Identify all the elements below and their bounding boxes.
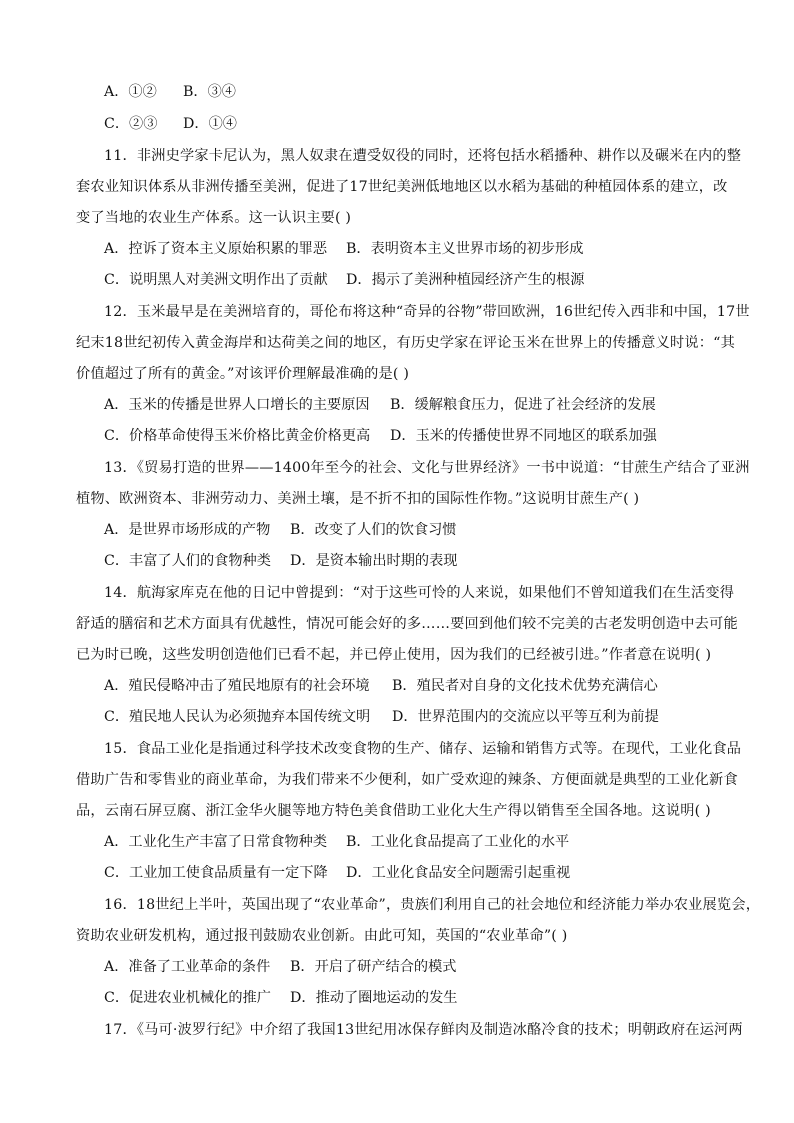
q10-option-b: B．③④ <box>183 84 236 100</box>
q14-option-a: A．殖民侵略冲击了殖民地原有的社会环境 <box>104 678 370 694</box>
q14-stem-line-3: 已为时已晚，这些发明创造他们已看不起，并已停止使用，因为我们的已经被引进。”作者意在说明( ) <box>76 647 712 663</box>
q14-option-d: D．世界范围内的交流应以平等互利为前提 <box>392 709 659 725</box>
q17-stem-line-1: 17．《马可·波罗行纪》中介绍了我国13世纪用冰保存鲜肉及制造冰酪冷食的技术；明朝政府在运河两 <box>104 1022 743 1038</box>
q15-option-a: A．工业化生产丰富了日常食物种类 <box>104 834 328 850</box>
q16-option-a: A．准备了工业革命的条件 <box>104 959 271 975</box>
q12-stem-line-1: 12．玉米最早是在美洲培育的，哥伦布将这种“奇异的谷物”带回欧洲，16世纪传入西非和中国，17世 <box>104 304 750 320</box>
q13-option-d: D．是资本输出时期的表现 <box>290 553 458 569</box>
q16-option-c: C．促进农业机械化的推广 <box>104 990 271 1006</box>
q11-stem-line-2: 套农业知识体系从非洲传播至美洲，促进了17世纪美洲低地地区以水稻为基础的种植园体系的建立，改 <box>76 179 728 195</box>
q16-stem-line-1: 16．18世纪上半叶，英国出现了“农业革命”，贵族们利用自己的社会地位和经济能力举办农业展览会， <box>104 897 761 913</box>
q10-option-d: D．①④ <box>183 116 237 132</box>
q15-stem-line-3: 品，云南石屏豆腐、浙江金华火腿等地方特色美食借助工业化大生产得以销售至全国各地。这说明( ) <box>76 803 711 819</box>
q15-stem-line-1: 15．食品工业化是指通过科学技术改变食物的生产、储存、运输和销售方式等。在现代，工业化食品 <box>104 741 742 757</box>
q15-option-d: D．工业化食品安全问题需引起重视 <box>346 865 571 881</box>
q14-option-b: B．殖民者对自身的文化技术优势充满信心 <box>392 678 658 694</box>
q11-option-c: C．说明黑人对美洲文明作出了贡献 <box>104 272 328 288</box>
q14-option-c: C．殖民地人民认为必须抛弃本国传统文明 <box>104 709 371 725</box>
q11-option-d: D．揭示了美洲种植园经济产生的根源 <box>346 272 585 288</box>
q11-stem-line-1: 11．非洲史学家卡尼认为，黑人奴隶在遭受奴役的同时，还将包括水稻播种、耕作以及碾米在内的整 <box>104 148 742 164</box>
q15-option-b: B．工业化食品提高了工业化的水平 <box>346 834 570 850</box>
q12-stem-line-2: 纪末18世纪初传入黄金海岸和达荷美之间的地区，有历史学家在评论玉米在世界上的传播意义时说：“其 <box>76 335 735 351</box>
q12-stem-line-3: 价值超过了所有的黄金。”对该评价理解最准确的是( ) <box>76 366 410 382</box>
q12-option-d: D．玉米的传播使世界不同地区的联系加强 <box>390 428 657 444</box>
q16-stem-line-2: 资助农业研发机构，通过报刊鼓励农业创新。由此可知，英国的“农业革命”( ) <box>76 928 568 944</box>
q13-stem-line-1: 13．《贸易打造的世界——1400年至今的社会、文化与世界经济》一书中说道：“甘蔗生产结合了亚洲 <box>104 460 750 476</box>
q11-option-b: B．表明资本主义世界市场的初步形成 <box>346 241 584 257</box>
q15-stem-line-2: 借助广告和零售业的商业革命，为我们带来不少便利，如广受欢迎的辣条、方便面就是典型的工业化新食 <box>76 772 738 788</box>
q14-stem-line-1: 14．航海家库克在他的日记中曾提到：“对于这些可怜的人来说，如果他们不曾知道我们在生活变得 <box>104 585 735 601</box>
q12-option-b: B．缓解粮食压力，促进了社会经济的发展 <box>390 397 656 413</box>
q13-option-b: B．改变了人们的饮食习惯 <box>290 522 457 538</box>
q13-option-c: C．丰富了人们的食物种类 <box>104 553 271 569</box>
q11-stem-line-3: 变了当地的农业生产体系。这一认识主要( ) <box>76 210 352 226</box>
q13-option-a: A．是世界市场形成的产物 <box>104 522 271 538</box>
q15-option-c: C．工业加工使食品质量有一定下降 <box>104 865 328 881</box>
q10-option-c: C．②③ <box>104 116 158 132</box>
q13-stem-line-2: 植物、欧洲资本、非洲劳动力、美洲土壤，是不折不扣的国际性作物。”这说明甘蔗生产( ) <box>76 491 640 507</box>
q14-stem-line-2: 舒适的膳宿和艺术方面具有优越性，情况可能会好的多……要回到他们较不完美的古老发明创造中去可能 <box>76 616 738 632</box>
q16-option-d: D．推动了圈地运动的发生 <box>290 990 458 1006</box>
q16-option-b: B．开启了研产结合的模式 <box>290 959 457 975</box>
q10-option-a: A．①② <box>104 84 157 100</box>
q12-option-c: C．价格革命使得玉米价格比黄金价格更高 <box>104 428 371 444</box>
q12-option-a: A．玉米的传播是世界人口增长的主要原因 <box>104 397 370 413</box>
q11-option-a: A．控诉了资本主义原始积累的罪恶 <box>104 241 328 257</box>
